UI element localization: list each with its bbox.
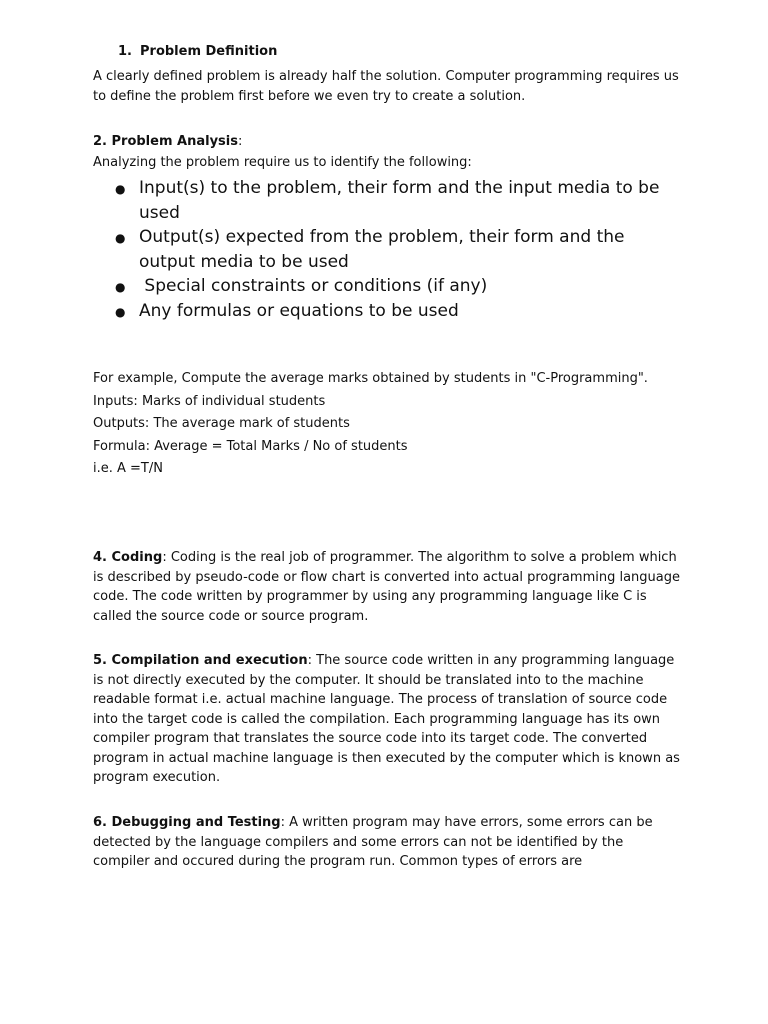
example-inputs: Inputs: Marks of individual students bbox=[93, 394, 326, 409]
bullet-dot-icon: ● bbox=[115, 182, 126, 196]
section2-heading bbox=[93, 132, 683, 152]
example-intro: For example, Compute the average marks obtained by students in "C-Programming". bbox=[93, 371, 648, 386]
section5-paragraph bbox=[93, 651, 683, 788]
bullet-item bbox=[93, 225, 683, 274]
section4-body: : Coding is the real job of programmer. The algorithm to solve a problem which is described by pseudo-code or flow chart is converted into actual programming language code. The code written by programmer by using any programming language like C is called the source code or source program. bbox=[93, 550, 680, 624]
example-ie: i.e. A =T/N bbox=[93, 461, 163, 476]
bullet-text: Input(s) to the problem, their form and the input media to be used bbox=[139, 178, 660, 223]
bullet-dot-icon: ● bbox=[115, 304, 126, 319]
section6-paragraph bbox=[93, 813, 683, 872]
example-outputs: Outputs: The average mark of students bbox=[93, 416, 350, 431]
section6-body: : A written program may have errors, some errors can be detected by the language compilers and some errors can not be identified by the compiler and occured during the program run. Common types of errors are bbox=[93, 815, 653, 869]
section5-title: 5. Compilation and execution bbox=[93, 653, 308, 668]
example-formula: Formula: Average = Total Marks / No of students bbox=[93, 439, 408, 454]
section2-intro: Analyzing the problem require us to identify the following: bbox=[93, 155, 472, 170]
section6-title: 6. Debugging and Testing bbox=[93, 815, 281, 830]
section1-body: A clearly defined problem is already half the solution. Computer programming requires us to define the problem first before we even try to create a solution. bbox=[93, 69, 679, 104]
analysis-bullet-list bbox=[93, 176, 683, 323]
section5-body: : The source code written in any programming language is not directly executed by the computer. It should be translated into to the machine readable format i.e. actual machine language. The process of translation of source code into the target code is called the compilation. Each programming language has its own compiler program that translates the source code into its target code. The converted program in actual machine language is then executed by the computer which is known as program execution. bbox=[93, 653, 680, 785]
section2-colon: : bbox=[237, 134, 243, 149]
section1-title: Problem Definition bbox=[140, 44, 278, 59]
bullet-item bbox=[93, 274, 683, 299]
bullet-item bbox=[93, 299, 683, 324]
section1-heading bbox=[118, 44, 277, 59]
bullet-text: Special constraints or conditions (if any) bbox=[139, 276, 488, 296]
bullet-dot-icon: ● bbox=[115, 280, 126, 294]
bullet-item bbox=[93, 176, 683, 225]
section2-title: 2. Problem Analysis bbox=[93, 134, 238, 149]
bullet-text: Any formulas or equations to be used bbox=[139, 300, 459, 321]
section4-title: 4. Coding bbox=[93, 550, 163, 565]
section4-paragraph bbox=[93, 548, 683, 626]
bullet-text: Output(s) expected from the problem, their form and the output media to be used bbox=[139, 227, 625, 272]
section1-number: 1. bbox=[118, 44, 132, 59]
bullet-dot-icon: ● bbox=[115, 231, 126, 245]
